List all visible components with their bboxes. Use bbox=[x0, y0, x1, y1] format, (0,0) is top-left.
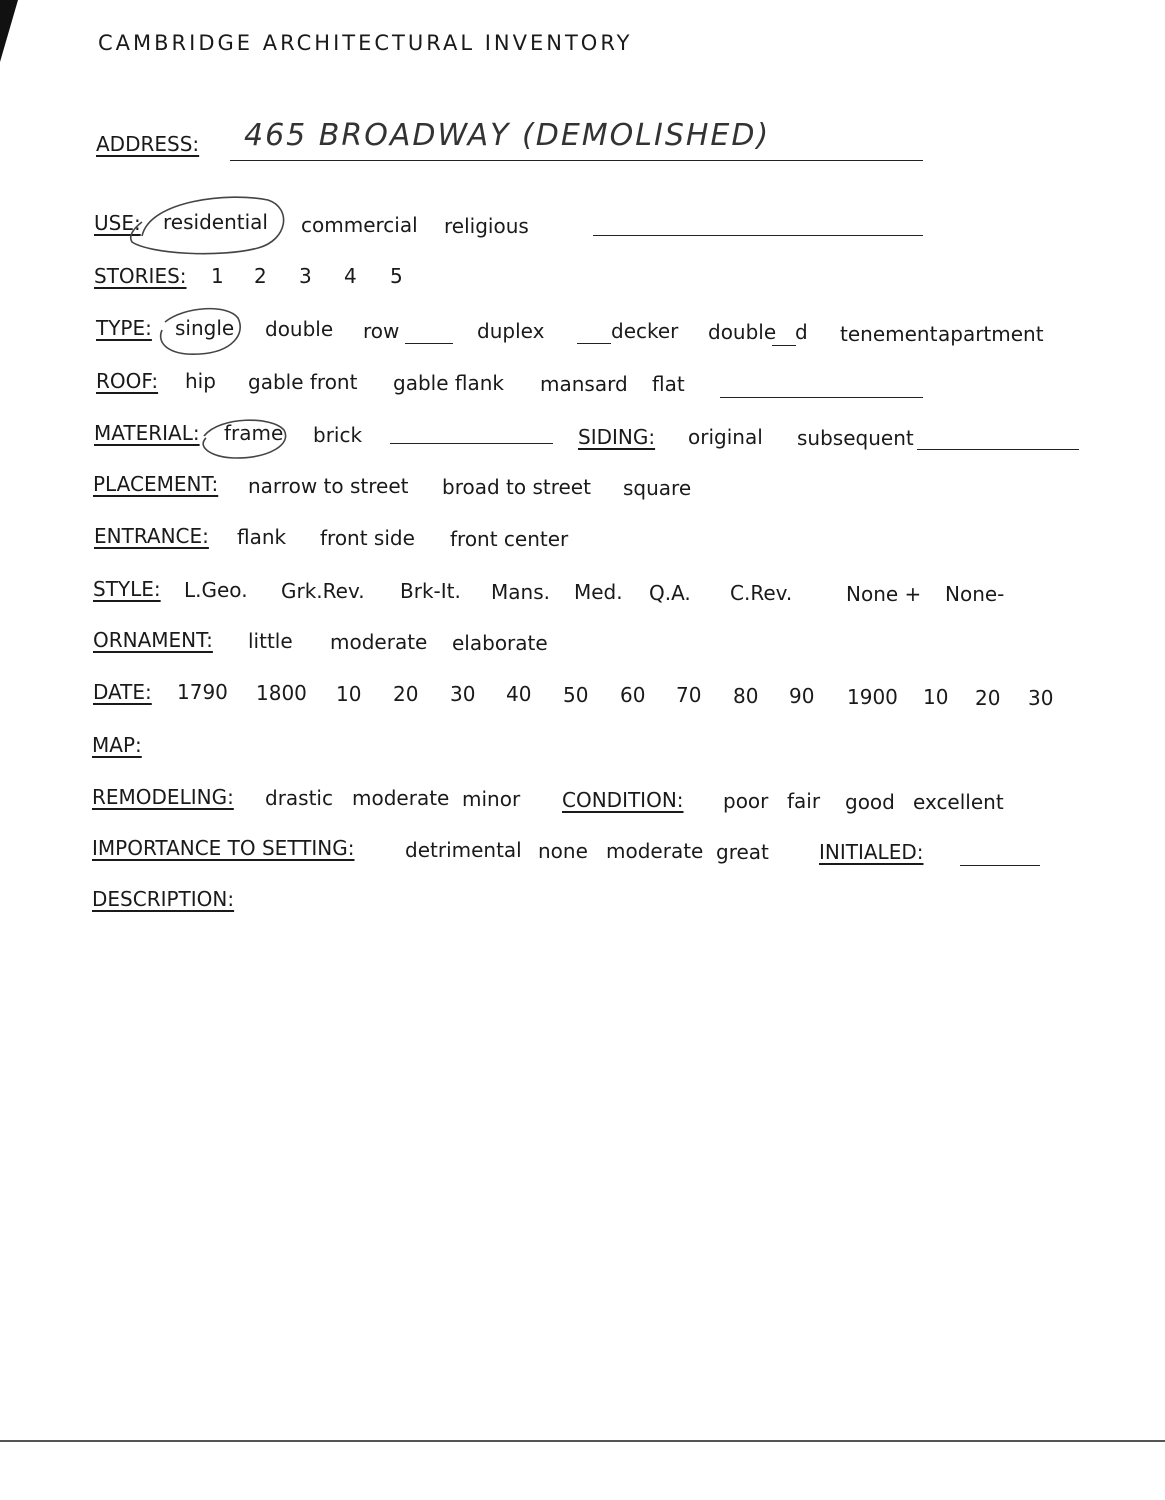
date-option[interactable]: 80 bbox=[733, 684, 759, 708]
type-option-duplex[interactable]: duplex bbox=[477, 319, 545, 343]
stories-option-3[interactable]: 3 bbox=[299, 264, 312, 288]
type-option-single[interactable]: single bbox=[175, 316, 235, 340]
type-option-double-decker[interactable]: double bbox=[708, 320, 777, 344]
type-option-decker[interactable]: decker bbox=[611, 319, 679, 343]
address-value: 465 BROADWAY (DEMOLISHED) bbox=[244, 118, 771, 153]
stories-option-4[interactable]: 4 bbox=[344, 264, 357, 288]
date-option[interactable]: 10 bbox=[923, 685, 949, 709]
date-option[interactable]: 50 bbox=[563, 683, 589, 707]
siding-other-line[interactable] bbox=[917, 449, 1079, 450]
material-other-line[interactable] bbox=[390, 443, 553, 444]
roof-other-line[interactable] bbox=[720, 397, 923, 398]
style-option-qa[interactable]: Q.A. bbox=[649, 581, 691, 605]
scan-edge-mark bbox=[0, 0, 28, 70]
entrance-label: ENTRANCE: bbox=[94, 524, 209, 548]
remodeling-option-moderate[interactable]: moderate bbox=[352, 786, 450, 810]
date-option[interactable]: 20 bbox=[393, 682, 419, 706]
date-option[interactable]: 40 bbox=[506, 682, 532, 706]
ornament-option-elaborate[interactable]: elaborate bbox=[452, 631, 548, 655]
importance-option-moderate[interactable]: moderate bbox=[606, 839, 704, 863]
style-option-lgeo[interactable]: L.Geo. bbox=[184, 578, 248, 602]
map-label: MAP: bbox=[92, 733, 142, 757]
date-option[interactable]: 1790 bbox=[177, 680, 228, 704]
remodeling-label: REMODELING: bbox=[92, 785, 234, 809]
roof-option-gable-flank[interactable]: gable flank bbox=[393, 371, 504, 395]
style-option-grkrev[interactable]: Grk.Rev. bbox=[281, 579, 365, 603]
date-option[interactable]: 30 bbox=[450, 682, 476, 706]
use-option-residential[interactable]: residential bbox=[163, 210, 268, 234]
description-label: DESCRIPTION: bbox=[92, 887, 235, 911]
importance-option-detrimental[interactable]: detrimental bbox=[405, 838, 522, 862]
type-row-line[interactable] bbox=[405, 343, 453, 344]
material-label: MATERIAL: bbox=[94, 421, 200, 445]
condition-label: CONDITION: bbox=[562, 788, 684, 812]
type-option-row[interactable]: row bbox=[363, 319, 400, 343]
date-option[interactable]: 60 bbox=[620, 683, 646, 707]
style-option-med[interactable]: Med. bbox=[574, 580, 623, 604]
condition-option-excellent[interactable]: excellent bbox=[913, 790, 1004, 814]
stories-label: STORIES: bbox=[94, 264, 187, 288]
style-option-none-plus[interactable]: None + bbox=[846, 582, 922, 606]
material-option-frame[interactable]: frame bbox=[224, 421, 284, 445]
address-line[interactable] bbox=[230, 160, 923, 161]
siding-label: SIDING: bbox=[578, 425, 656, 449]
ornament-option-moderate[interactable]: moderate bbox=[330, 630, 428, 654]
entrance-option-front-side[interactable]: front side bbox=[320, 526, 415, 550]
use-label: USE: bbox=[94, 211, 141, 235]
condition-option-fair[interactable]: fair bbox=[787, 789, 821, 813]
scan-edge-line bbox=[0, 1440, 1165, 1442]
date-option[interactable]: 20 bbox=[975, 686, 1001, 710]
form-title: CAMBRIDGE ARCHITECTURAL INVENTORY bbox=[98, 31, 633, 55]
initialed-label: INITIALED: bbox=[819, 840, 924, 864]
condition-option-good[interactable]: good bbox=[845, 790, 895, 814]
placement-label: PLACEMENT: bbox=[93, 472, 219, 496]
stories-option-5[interactable]: 5 bbox=[390, 264, 403, 288]
remodeling-option-drastic[interactable]: drastic bbox=[265, 786, 333, 810]
date-label: DATE: bbox=[93, 680, 152, 704]
condition-option-poor[interactable]: poor bbox=[723, 789, 769, 813]
use-option-commercial[interactable]: commercial bbox=[301, 213, 418, 237]
siding-option-original[interactable]: original bbox=[688, 425, 763, 449]
date-option[interactable]: 10 bbox=[336, 682, 362, 706]
remodeling-option-minor[interactable]: minor bbox=[462, 787, 521, 811]
address-label: ADDRESS: bbox=[96, 132, 200, 156]
use-other-line[interactable] bbox=[593, 235, 923, 236]
roof-option-mansard[interactable]: mansard bbox=[540, 372, 628, 396]
entrance-option-flank[interactable]: flank bbox=[237, 525, 287, 549]
ornament-label: ORNAMENT: bbox=[93, 628, 213, 652]
roof-option-flat[interactable]: flat bbox=[652, 372, 685, 396]
date-option[interactable]: 1900 bbox=[847, 685, 898, 709]
date-option[interactable]: 90 bbox=[789, 684, 815, 708]
ornament-option-little[interactable]: little bbox=[248, 629, 293, 653]
date-option[interactable]: 1800 bbox=[256, 681, 307, 705]
type-label: TYPE: bbox=[96, 316, 152, 340]
type-option-tenement[interactable]: tenement bbox=[840, 322, 938, 346]
siding-option-subsequent[interactable]: subsequent bbox=[797, 426, 914, 450]
placement-option-square[interactable]: square bbox=[623, 476, 692, 500]
type-decker-line[interactable] bbox=[577, 343, 611, 344]
style-option-brkit[interactable]: Brk-It. bbox=[400, 579, 461, 603]
date-option[interactable]: 30 bbox=[1028, 686, 1054, 710]
style-label: STYLE: bbox=[93, 577, 161, 601]
importance-label: IMPORTANCE TO SETTING: bbox=[92, 836, 355, 860]
roof-option-gable-front[interactable]: gable front bbox=[248, 370, 358, 394]
entrance-option-front-center[interactable]: front center bbox=[450, 527, 569, 551]
style-option-none-minus[interactable]: None- bbox=[945, 582, 1005, 606]
importance-option-great[interactable]: great bbox=[716, 840, 769, 864]
type-double-d-line[interactable] bbox=[772, 345, 796, 346]
type-option-d[interactable]: d bbox=[795, 320, 808, 344]
material-option-brick[interactable]: brick bbox=[313, 423, 363, 447]
roof-label: ROOF: bbox=[96, 369, 159, 393]
style-option-mans[interactable]: Mans. bbox=[491, 580, 550, 604]
stories-option-2[interactable]: 2 bbox=[254, 264, 267, 288]
style-option-crev[interactable]: C.Rev. bbox=[730, 581, 793, 605]
date-option[interactable]: 70 bbox=[676, 683, 702, 707]
importance-option-none[interactable]: none bbox=[538, 839, 588, 863]
type-option-apartment[interactable]: apartment bbox=[938, 322, 1044, 346]
type-option-double[interactable]: double bbox=[265, 317, 334, 341]
roof-option-hip[interactable]: hip bbox=[185, 369, 216, 393]
stories-option-1[interactable]: 1 bbox=[211, 264, 224, 288]
initialed-line[interactable] bbox=[960, 865, 1040, 866]
placement-option-narrow[interactable]: narrow to street bbox=[248, 474, 409, 498]
placement-option-broad[interactable]: broad to street bbox=[442, 475, 591, 499]
use-option-religious[interactable]: religious bbox=[444, 214, 529, 238]
